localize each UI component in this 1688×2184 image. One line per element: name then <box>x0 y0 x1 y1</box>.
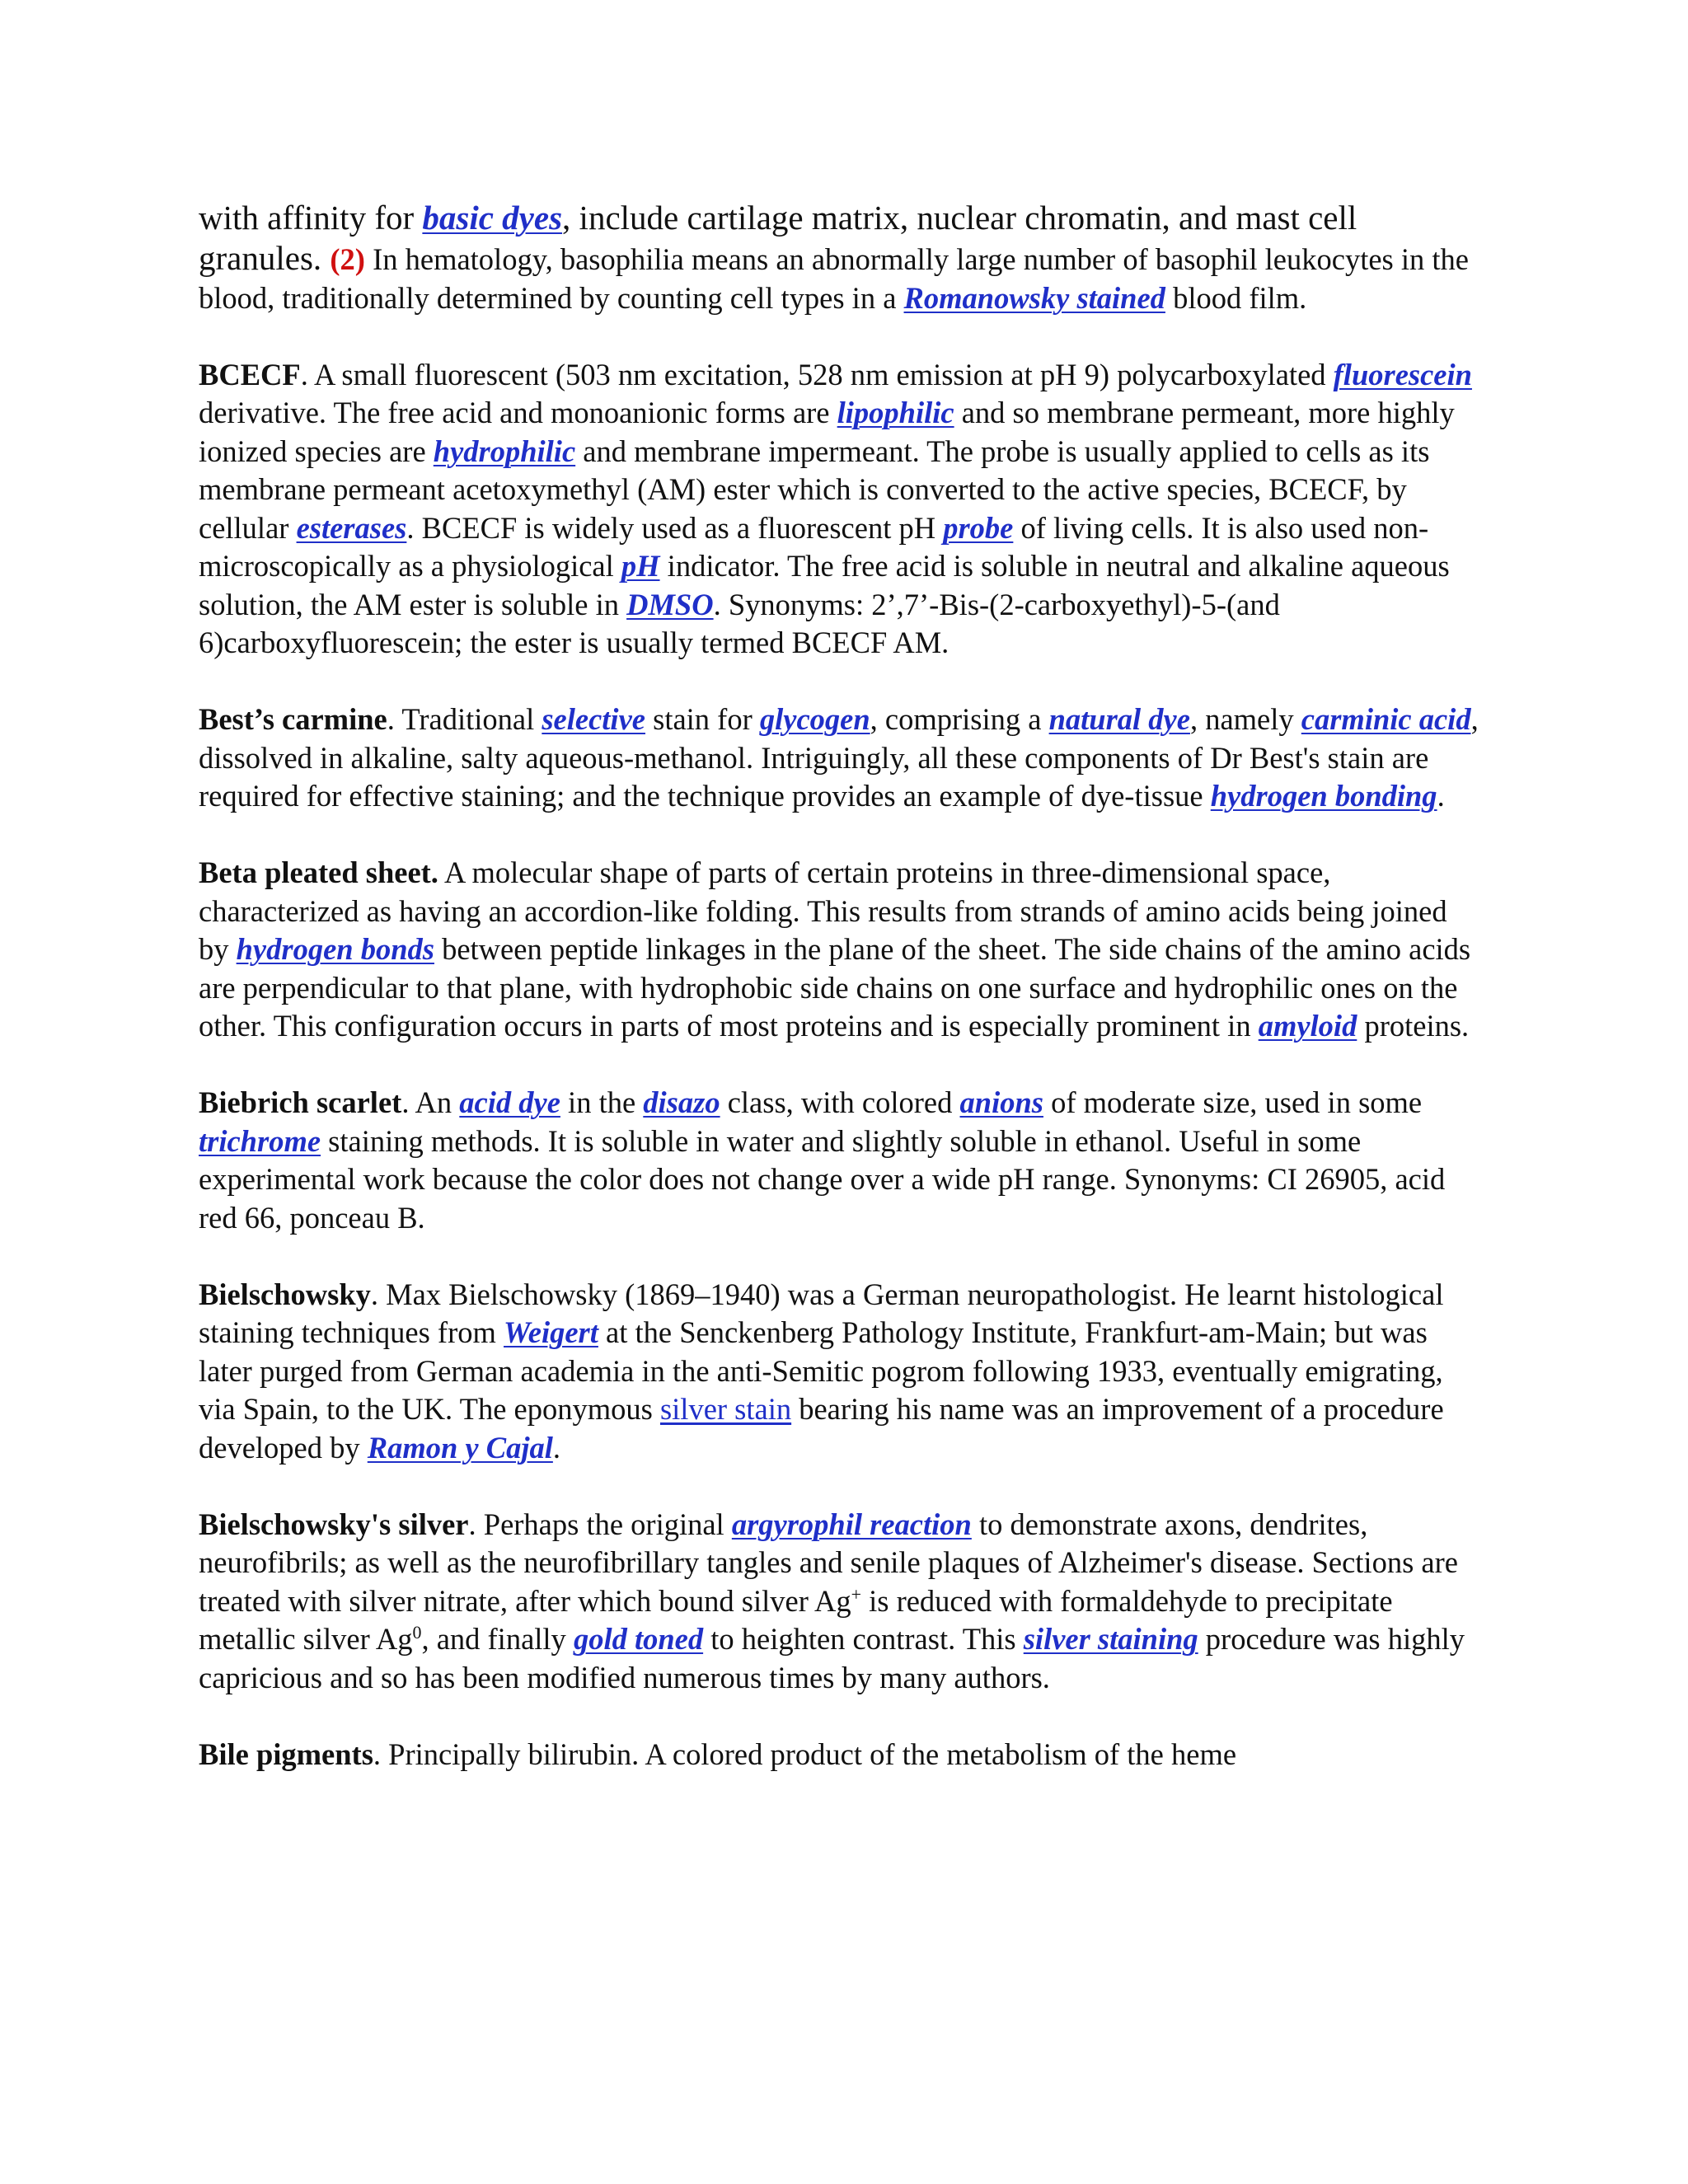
text: . Synonyms: 2’,7’-Bis-(2-carboxyethyl)-5-(and 6)carboxyfluorescein; the ester is usually termed BCECF AM. <box>199 587 1280 659</box>
link-silver-staining[interactable]: silver staining <box>1023 1622 1198 1656</box>
link-selective[interactable]: selective <box>542 702 645 736</box>
link-ramon-y-cajal[interactable]: Ramon y Cajal <box>367 1430 553 1465</box>
text: In hematology, basophilia means an abnormally large number of basophil leukocytes in the blood, traditionally determined by counting cell types in a <box>199 242 1469 315</box>
link-romanowsky-stained[interactable]: Romanowsky stained <box>903 280 1165 315</box>
text: of living cells. It is also used non-microscopically as a physiological <box>199 510 1429 583</box>
text: . BCECF is widely used as a fluorescent pH <box>406 510 944 545</box>
entry-term: BCECF <box>199 357 301 391</box>
text: , dissolved in alkaline, salty aqueous-methanol. Intriguingly, all these components of Dr Best's stain are required for effective staining; and the technique provides an example of dye-tissue <box>199 702 1479 813</box>
entry-term: Bielschowsky <box>199 1277 371 1311</box>
entry-bielschowskys-silver <box>199 1506 1484 1698</box>
link-natural-dye[interactable]: natural dye <box>1048 702 1190 736</box>
text: class, with colored <box>720 1085 960 1119</box>
link-hydrogen-bonding[interactable]: hydrogen bonding <box>1210 779 1437 813</box>
text: A molecular shape of parts of certain proteins in three-dimensional space, characterized as having an accordion-like folding. This results from strands of amino acids being joined by <box>199 855 1447 966</box>
sense-marker: (2) <box>330 242 365 276</box>
link-gold-toned[interactable]: gold toned <box>573 1622 704 1656</box>
link-esterases[interactable]: esterases <box>296 510 407 545</box>
entry-beta-pleated-sheet <box>199 854 1484 1046</box>
link-ph[interactable]: pH <box>621 549 660 583</box>
text: to heighten contrast. This <box>703 1622 1024 1656</box>
superscript: + <box>851 1583 861 1605</box>
link-fluorescein[interactable]: fluorescein <box>1333 357 1472 391</box>
text: , and finally <box>421 1622 574 1656</box>
link-disazo[interactable]: disazo <box>643 1085 720 1119</box>
text: . A small fluorescent (503 nm excitation, 528 nm emission at pH 9) polycarboxylated <box>300 357 1334 391</box>
link-argyrophil-reaction[interactable]: argyrophil reaction <box>731 1507 972 1541</box>
link-dmso[interactable]: DMSO <box>626 587 714 621</box>
text: . Principally bilirubin. A colored product of the metabolism of the heme <box>373 1736 1237 1771</box>
entry-bielschowsky <box>199 1276 1484 1468</box>
text: is reduced with formaldehyde to precipitate metallic silver Ag <box>199 1583 1393 1656</box>
link-trichrome[interactable]: trichrome <box>199 1123 321 1158</box>
text: . An <box>401 1085 460 1119</box>
entry-biebrich-scarlet <box>199 1084 1484 1237</box>
link-acid-dye[interactable]: acid dye <box>459 1085 560 1119</box>
entry-basophilic-continuation <box>199 196 1484 317</box>
link-hydrogen-bonds[interactable]: hydrogen bonds <box>236 932 434 966</box>
link-hydrophilic[interactable]: hydrophilic <box>433 434 576 468</box>
glossary-text <box>199 196 1484 1774</box>
link-carminic-acid[interactable]: carminic acid <box>1301 702 1471 736</box>
text: blood film. <box>1165 280 1307 315</box>
text: granules. <box>199 239 331 277</box>
text: and so membrane permeant, more highly ionized species are <box>199 396 1455 468</box>
link-anions[interactable]: anions <box>959 1085 1043 1119</box>
link-glycogen[interactable]: glycogen <box>759 702 870 736</box>
text: of moderate size, used in some <box>1043 1085 1423 1119</box>
text: indicator. The free acid is soluble in neutral and alkaline aqueous solution, the AM ester is soluble in <box>199 549 1450 621</box>
entry-term: Bielschowsky's silver <box>199 1507 469 1541</box>
entry-term: Biebrich scarlet <box>199 1085 402 1119</box>
text: procedure was highly capricious and so has been modified numerous times by many authors. <box>199 1622 1465 1694</box>
entry-term: Best’s carmine <box>199 702 387 736</box>
text: in the <box>560 1085 644 1119</box>
entry-bile-pigments <box>199 1736 1484 1774</box>
text: between peptide linkages in the plane of the sheet. The side chains of the amino acids are perpendicular to that plane, with hydrophobic side chains on one surface and hydrophilic ones on the other. This configuration occurs in parts of most proteins and is especially prominent in <box>199 932 1471 1043</box>
entry-bcecf <box>199 356 1484 663</box>
text: . <box>1437 779 1445 813</box>
link-lipophilic[interactable]: lipophilic <box>837 396 954 429</box>
text: staining methods. It is soluble in water and slightly soluble in ethanol. Useful in some experimental work because the color does not change over a wide pH range. Synonyms: CI 26905, acid red 66, ponceau B. <box>199 1123 1446 1235</box>
text: derivative. The free acid and monoanionic forms are <box>199 396 837 429</box>
link-amyloid[interactable]: amyloid <box>1258 1009 1357 1043</box>
text: , namely <box>1189 702 1301 736</box>
link-silver-stain[interactable]: silver stain <box>659 1392 792 1426</box>
text: and membrane impermeant. The probe is usually applied to cells as its membrane permeant acetoxymethyl (AM) ester which is converted to the active species, BCECF, by cellular <box>199 434 1430 545</box>
text: proteins. <box>1357 1009 1470 1043</box>
link-basic-dyes[interactable]: basic dyes <box>422 199 563 237</box>
entry-term: Beta pleated sheet. <box>199 855 438 889</box>
text: stain for <box>645 702 760 736</box>
text: , include cartilage matrix, nuclear chromatin, and mast cell <box>562 199 1357 237</box>
text: . Traditional <box>387 702 542 736</box>
text: with affinity for <box>199 199 423 237</box>
entry-bests-carmine <box>199 701 1484 816</box>
link-probe[interactable]: probe <box>943 510 1014 545</box>
superscript: 0 <box>412 1621 422 1643</box>
text: at the Senckenberg Pathology Institute, Frankfurt-am-Main; but was later purged from German academia in the anti-Semitic pogrom following 1933, eventually emigrating, via Spain, to the UK. The eponymous <box>199 1315 1443 1426</box>
first-line <box>199 196 1484 239</box>
text: . <box>552 1430 560 1465</box>
entry-term: Bile pigments <box>199 1736 373 1771</box>
text: . Perhaps the original <box>468 1507 732 1541</box>
text: , comprising a <box>870 702 1049 736</box>
text: to demonstrate axons, dendrites, neurofibrils; as well as the neurofibrillary tangles and senile plaques of Alzheimer's disease. Sections are treated with silver nitrate, after which bound silver Ag <box>199 1507 1458 1618</box>
text: . Max Bielschowsky (1869–1940) was a German neuropathologist. He learnt histological staining techniques from <box>199 1277 1444 1349</box>
link-weigert[interactable]: Weigert <box>504 1315 598 1349</box>
paragraph <box>199 239 1484 317</box>
text: bearing his name was an improvement of a procedure developed by <box>199 1392 1444 1465</box>
